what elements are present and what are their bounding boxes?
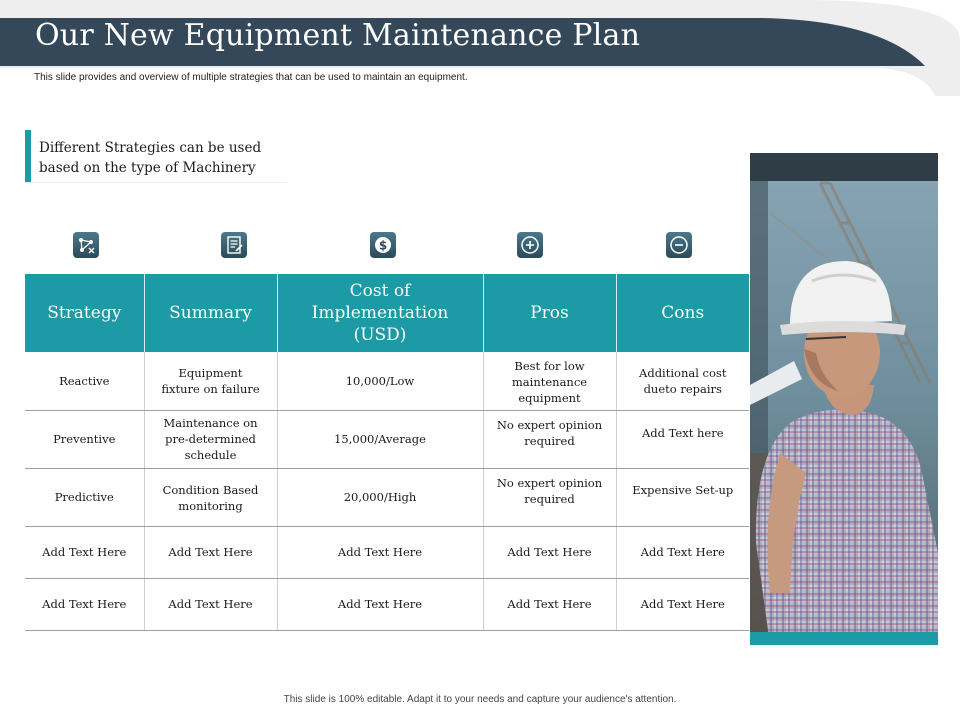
table-cell: Add Text Here <box>277 526 483 578</box>
table-cell: Add Text Here <box>616 578 749 630</box>
page-subtitle: This slide provides and overview of multiple strategies that can be used to maintain an equipment. <box>34 72 468 83</box>
header-pros: Pros <box>483 274 616 352</box>
table-cell: No expert opinion required <box>483 468 616 526</box>
pros-plus-icon <box>517 232 543 258</box>
callout-accent-bar <box>25 130 31 182</box>
table-row <box>25 352 749 410</box>
table-cell: Expensive Set-up <box>616 468 749 526</box>
table-cell: Additional cost dueto repairs <box>616 352 749 410</box>
table-cell: Preventive <box>25 410 144 468</box>
cost-dollar-icon <box>370 232 396 258</box>
strategy-network-icon <box>73 232 99 258</box>
header-strategy: Strategy <box>25 274 144 352</box>
table-cell: Equipment fixture on failure <box>144 352 277 410</box>
table-cell: 15,000/Average <box>277 410 483 468</box>
table-cell: Add Text here <box>616 410 749 468</box>
table-cell: Add Text Here <box>144 526 277 578</box>
table-cell: Condition Based monitoring <box>144 468 277 526</box>
table-cell: Add Text Here <box>25 526 144 578</box>
header-cost: Cost of Implementation (USD) <box>277 274 483 352</box>
table-cell: Add Text Here <box>277 578 483 630</box>
photo-accent-band <box>750 632 938 645</box>
svg-text:$: $ <box>378 238 388 253</box>
table-row <box>25 410 749 468</box>
table-cell: Add Text Here <box>616 526 749 578</box>
maintenance-plan-table <box>25 274 749 631</box>
summary-document-icon <box>221 232 247 258</box>
table-header-row <box>25 274 749 352</box>
header-summary: Summary <box>144 274 277 352</box>
table-cell: Add Text Here <box>144 578 277 630</box>
table-cell: Reactive <box>25 352 144 410</box>
table-row <box>25 578 749 630</box>
footer-note: This slide is 100% editable. Adapt it to your needs and capture your audience's attention. <box>283 694 677 705</box>
worker-photo <box>750 153 938 645</box>
table-cell: 20,000/High <box>277 468 483 526</box>
callout-text: Different Strategies can be used based on the type of Machinery <box>39 140 262 176</box>
table-cell: Maintenance on pre-determined schedule <box>144 410 277 468</box>
table-cell: 10,000/Low <box>277 352 483 410</box>
table-cell: Add Text Here <box>483 526 616 578</box>
table-cell: Add Text Here <box>25 578 144 630</box>
table-cell: Best for low maintenance equipment <box>483 352 616 410</box>
header-cons: Cons <box>616 274 749 352</box>
table-cell: Predictive <box>25 468 144 526</box>
table-row <box>25 526 749 578</box>
strategy-callout <box>25 130 287 183</box>
page-title: Our New Equipment Maintenance Plan <box>35 18 641 53</box>
table-row <box>25 468 749 526</box>
table-cell: No expert opinion required <box>483 410 616 468</box>
table-cell: Add Text Here <box>483 578 616 630</box>
cons-minus-icon <box>666 232 692 258</box>
